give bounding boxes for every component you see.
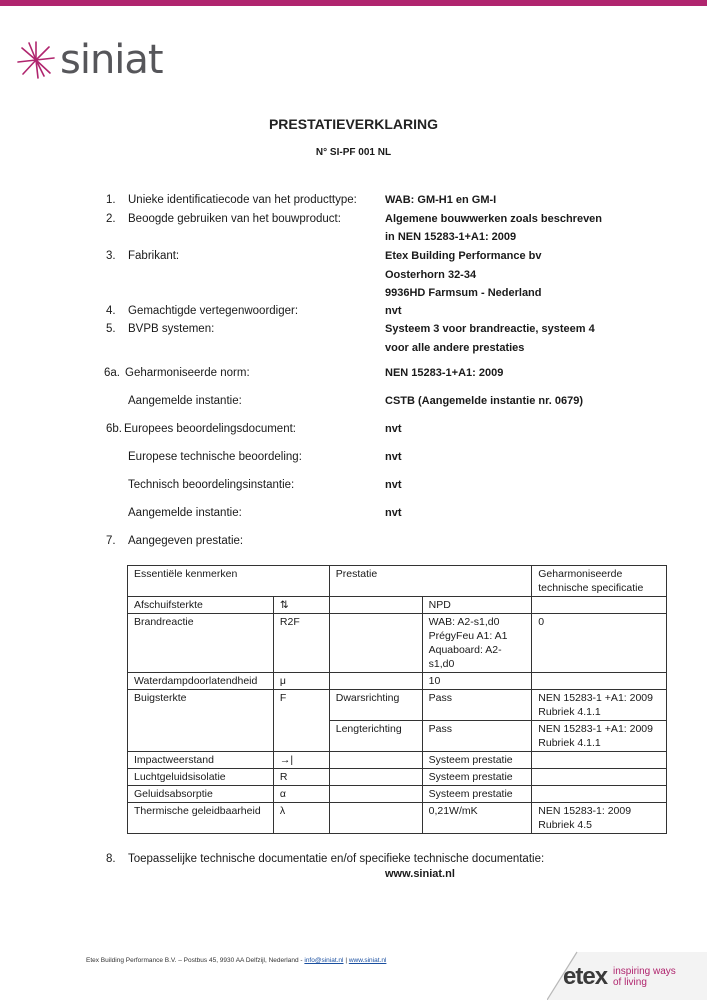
item-number: 1. [106,194,116,206]
item-value: Oosterhorn 32-34 [385,269,477,281]
footer-email-link[interactable]: info@siniat.nl [304,957,344,964]
footer-address [86,957,386,964]
item-value: voor alle andere prestaties [385,342,525,354]
siniat-logo [16,36,163,84]
cell-value: Systeem prestatie [422,752,532,769]
cell-sub [329,752,422,769]
item-number: 8. [106,853,116,865]
cell-spec: NEN 15283-1: 2009 Rubriek 4.5 [532,803,667,834]
table-row [128,786,667,803]
item-label: Aangemelde instantie: [128,507,242,519]
top-accent-bar [0,0,707,6]
cell-name: Geluidsabsorptie [128,786,274,803]
cell-value: Systeem prestatie [422,769,532,786]
cell-spec: NEN 15283-1 +A1: 2009 Rubriek 4.1.1 [532,721,667,752]
cell-spec [532,786,667,803]
header-kenmerken: Essentiële kenmerken [128,566,330,597]
cell-symbol: α [273,786,329,803]
etex-logo: etex [563,963,608,990]
item-label: Aangegeven prestatie: [128,535,244,547]
item-label: Europees beoordelingsdocument: [124,423,296,435]
cell-value: WAB: A2-s1,d0 PrégyFeu A1: A1 Aquaboard: A2-s1,d0 [422,614,532,673]
cell-sub [329,803,422,834]
table-row [128,803,667,834]
item-label: Beoogde gebruiken van het bouwproduct: [128,213,341,225]
cell-spec [532,673,667,690]
cell-name: Waterdampdoorlatendheid [128,673,274,690]
item-number: 6a. [104,367,120,379]
siniat-website-link[interactable]: www.siniat.nl [385,868,455,880]
item-value: NEN 15283-1+A1: 2009 [385,367,504,379]
item-number: 6b. [106,423,122,435]
cell-value: Pass [422,690,532,721]
item-value: nvt [385,479,402,491]
cell-symbol: →| [273,752,329,769]
cell-sub: Dwarsrichting [329,690,422,721]
footer-website-link[interactable]: www.siniat.nl [348,957,387,964]
cell-name: Impactweerstand [128,752,274,769]
cell-spec [532,752,667,769]
table-row [128,614,667,673]
cell-name: Thermische geleidbaarheid [128,803,274,834]
footer-separator: | [345,957,348,964]
item-number: 7. [106,535,116,547]
item-value: nvt [385,305,402,317]
cell-name: Brandreactie [128,614,274,673]
cell-symbol: F [273,690,329,752]
cell-symbol: R [273,769,329,786]
cell-value: Pass [422,721,532,752]
cell-name: Afschuifsterkte [128,597,274,614]
item-value: Systeem 3 voor brandreactie, systeem 4 [385,323,595,335]
table-row [128,752,667,769]
table-row [128,769,667,786]
item-label: Toepasselijke technische documentatie en/of specifieke technische documentatie: [128,853,545,865]
table-header-row [128,566,667,597]
table-row [128,597,667,614]
cell-sub [329,673,422,690]
cell-spec [532,769,667,786]
cell-sub [329,786,422,803]
item-number: 4. [106,305,116,317]
cell-name: Luchtgeluidsisolatie [128,769,274,786]
cell-symbol: R2F [273,614,329,673]
item-label: Fabrikant: [128,250,180,262]
item-label: Unieke identificatiecode van het producttype: [128,194,357,206]
item-label: Geharmoniseerde norm: [125,367,250,379]
item-value: Etex Building Performance bv [385,250,542,262]
item-value: WAB: GM-H1 en GM-I [385,194,497,206]
cell-symbol: μ [273,673,329,690]
cell-value: NPD [422,597,532,614]
tagline-line-2: of living [613,977,647,988]
cell-spec: NEN 15283-1 +A1: 2009 Rubriek 4.1.1 [532,690,667,721]
document-title: PRESTATIEVERKLARING [268,116,439,132]
performance-table [127,565,667,834]
cell-value: Systeem prestatie [422,786,532,803]
footer-text: Etex Building Performance B.V. – Postbus 45, 9930 AA Delfzijl, Nederland - [86,957,303,964]
cell-value: 10 [422,673,532,690]
table-row [128,690,667,721]
cell-sub [329,614,422,673]
cell-sub [329,769,422,786]
cell-spec: 0 [532,614,667,673]
etex-tagline [613,966,676,988]
cell-sub [329,597,422,614]
cell-value: 0,21W/mK [422,803,532,834]
siniat-star-icon [16,40,56,80]
item-value: CSTB (Aangemelde instantie nr. 0679) [385,395,584,407]
document-number: N° SI-PF 001 NL [315,147,392,158]
logo-wordmark: siniat [60,37,163,83]
cell-symbol: λ [273,803,329,834]
cell-symbol: ⇅ [273,597,329,614]
header-spec: Geharmoniseerde technische specificatie [532,566,667,597]
cell-spec [532,597,667,614]
item-number: 5. [106,323,116,335]
tagline-line-1: inspiring ways [613,966,676,977]
table-row [128,673,667,690]
item-value: nvt [385,451,402,463]
item-label: Gemachtigde vertegenwoordiger: [128,305,299,317]
cell-name: Buigsterkte [128,690,274,752]
item-value: Algemene bouwwerken zoals beschreven [385,213,603,225]
item-value: nvt [385,423,402,435]
item-number: 3. [106,250,116,262]
item-label: Technisch beoordelingsinstantie: [128,479,295,491]
item-number: 2. [106,213,116,225]
item-label: Europese technische beoordeling: [128,451,302,463]
item-label: Aangemelde instantie: [128,395,242,407]
item-value: 9936HD Farmsum - Nederland [385,287,542,299]
cell-sub: Lengterichting [329,721,422,752]
item-label: BVPB systemen: [128,323,215,335]
header-prestatie: Prestatie [329,566,532,597]
item-value: nvt [385,507,402,519]
item-value: in NEN 15283-1+A1: 2009 [385,231,517,243]
